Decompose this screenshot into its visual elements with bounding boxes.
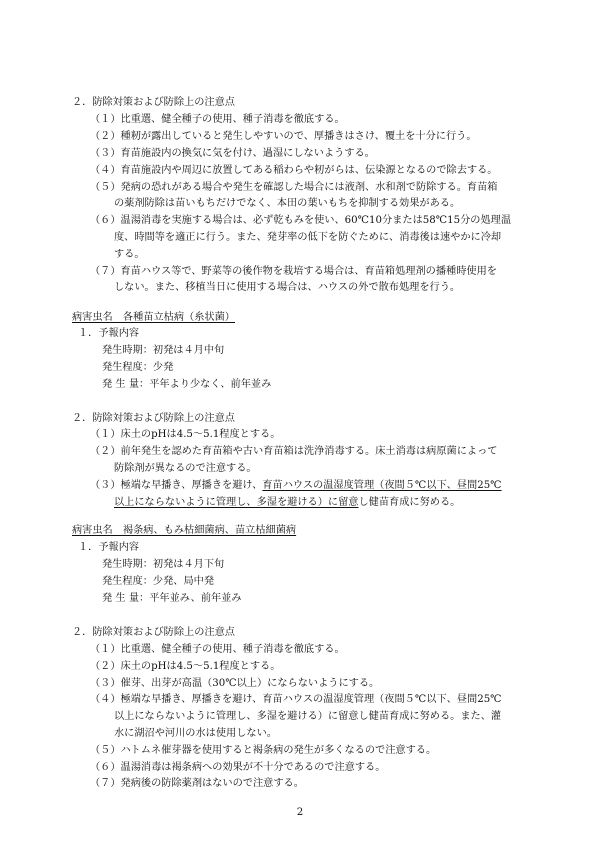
section-heading: ２．防除対策および防除上の注意点 xyxy=(72,413,235,424)
list-item: （７）育苗ハウス等で、野菜等の後作物を栽培する場合は、育苗箱処理剤の播種時使用を xyxy=(90,266,497,277)
forecast-field: 発生程度：少発 xyxy=(102,362,174,373)
list-item-text: （３）極端な早播き、厚播きを避け、 xyxy=(90,480,263,491)
list-item: （２）前年発生を認めた育苗箱や古い育苗箱は洗浄消毒する。床土消毒は病原菌によって xyxy=(90,446,498,457)
list-item-continuation: 以上にならないように管理し、多湿を避ける）に留意し健苗育成に努める。また、灌 xyxy=(114,711,502,722)
list-item-continuation xyxy=(114,495,460,512)
list-item: （３）育苗施設内の換気に気を付け、過湿にしないようする。 xyxy=(90,148,375,159)
forecast-field: 発 生 量：平年より少なく、前年並み xyxy=(102,379,272,390)
section-heading: ２．防除対策および防除上の注意点 xyxy=(72,97,235,108)
list-item xyxy=(90,478,502,495)
list-item-continuation: 防除剤が異なるので注意する。 xyxy=(114,463,257,474)
list-item: （１）比重選、健全種子の使用、種子消毒を徹底する。 xyxy=(90,114,345,125)
section-heading: ２．防除対策および防除上の注意点 xyxy=(72,627,235,638)
list-item: （４）育苗施設内や周辺に放置してある稲わらや籾がらは、伝染源となるので除去する。 xyxy=(90,165,498,176)
underlined-text: 育苗ハウスの温湿度管理（夜間５℃以下、昼間25℃ xyxy=(262,480,502,491)
forecast-field: 発生時期：初発は４月中旬 xyxy=(102,345,225,356)
disease-title: 病害虫名 各種苗立枯病（糸状菌） xyxy=(72,312,235,323)
forecast-field: 発 生 量：平年並み、前年並み xyxy=(102,593,242,604)
list-item: （１）比重選、健全種子の使用、種子消毒を徹底する。 xyxy=(90,644,345,655)
list-item: （１）床土のpHは4.5～5.1程度とする。 xyxy=(90,429,281,440)
list-item: （６）温湯消毒を実施する場合は、必ず乾もみを使い、60℃10分または58℃15分の処理温 xyxy=(90,215,512,226)
list-item: （４）極端な早播き、厚播きを避け、育苗ハウスの温湿度管理（夜間５℃以下、昼間25℃ xyxy=(90,694,502,705)
list-item-continuation: 水に湖沼や河川の水は使用しない。 xyxy=(114,728,277,739)
list-item: （６）温湯消毒は褐条病への効果が不十分であるので注意する。 xyxy=(90,762,386,773)
forecast-field: 発生時期：初発は４月下旬 xyxy=(102,559,225,570)
page-number: 2 xyxy=(296,807,304,818)
list-item: （７）発病後の防除薬剤はないので注意する。 xyxy=(90,778,304,789)
list-item: （５）ハトムネ催芽器を使用すると褐条病の発生が多くなるので注意する。 xyxy=(90,745,437,756)
forecast-heading: １．予報内容 xyxy=(78,328,140,339)
list-item: （２）種籾が露出していると発生しやすいので、厚播きはさけ、覆土を十分に行う。 xyxy=(90,131,477,142)
list-item: （５）発病の恐れがある場合や発生を確認した場合には液剤、水和剤で防除する。育苗箱 xyxy=(90,182,498,193)
list-item-text: し健苗育成に努める。 xyxy=(358,497,461,508)
list-item-continuation: する。 xyxy=(114,249,145,260)
disease-title: 病害虫名 褐条病、もみ枯細菌病、苗立枯細菌病 xyxy=(72,525,297,536)
underlined-text: 以上にならないように管理し、多湿を避ける）に留意 xyxy=(114,497,359,508)
forecast-field: 発生程度：少発、局中発 xyxy=(102,576,215,587)
list-item: （２）床土のpHは4.5～5.1程度とする。 xyxy=(90,661,281,672)
list-item: （３）催芽、出芽が高温（30℃以上）にならないようにする。 xyxy=(90,678,380,689)
list-item-continuation: しない。また、移植当日に使用する場合は、ハウスの外で散布処理を行う。 xyxy=(114,282,461,293)
list-item-continuation: 度、時間等を適正に行う。また、発芽率の低下を防ぐために、消毒後は速やかに冷却 xyxy=(114,232,502,243)
list-item-continuation: の薬剤防除は苗いもちだけでなく、本田の葉いもちを抑制する効果がある。 xyxy=(114,198,461,209)
forecast-heading: １．予報内容 xyxy=(78,542,140,553)
